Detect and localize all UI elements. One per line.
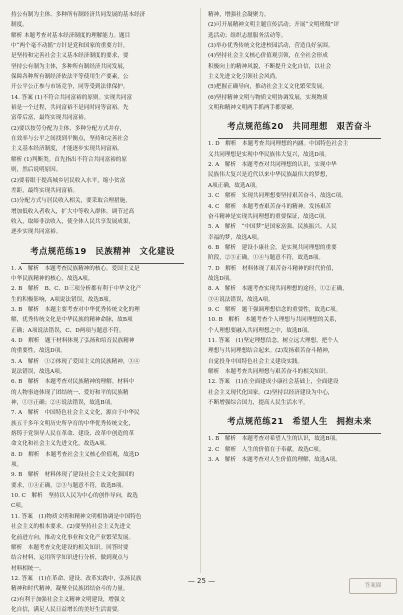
text-line: 命文化和社会主义先进文化，故选A项。 [11,441,111,448]
text-line: (2)有利于加强社会主义精神文明建设，增强文 [11,596,126,603]
text-line: 材料相统一。 [11,565,45,572]
right-column [208,10,391,465]
text-line: 3. C 解析 实现共同理想要坚持艰苦奋斗，故选C项。 [208,193,347,200]
text-line: 不断增强综合国力，提高人民生活水平。 [208,400,309,407]
text-line: (5)把握正确导向，推动社会主义文化繁荣发展。 [208,84,328,91]
text-line: 5. A 解析 “中国梦”是国家富强、民族振兴、人民 [208,224,337,231]
text-line: 5. A 解析 ①②体现了爱国主义的民族精神，③④ [11,358,140,365]
text-line: 3. B 解析 本题主要考查对中华优秀传统文化的理 [11,306,140,313]
text-line: 开公平公正参与市场竞争，同等受到法律保护。 [11,84,129,91]
text-line: 正确；A项说法错误，C、D两项与题意不符。 [11,327,125,334]
text-line: 精神和时代精神，凝聚全民族团结奋斗的力量。 [11,586,129,593]
text-line: 中华民族精神的核心，故选A项。 [11,275,94,282]
text-line: 社会主义现代化国家。(2)坚持以经济建设为中心， [208,389,334,396]
text-line: 故选D项。 [208,275,235,282]
text-line: (3)分配方式与居民收入相关，要采取合理措施， [11,198,131,205]
text-line: 解析 (1)判断类。首先指出不符合共同富裕的原 [11,156,127,163]
text-line: 2. B 解析 B、C、D三项分析都有利于中华文化产 [11,286,142,293]
text-line: (2)可开展精神文明主题宣传活动；开展“文明班级”评 [208,22,340,29]
text-line: 保障各种所有制经济依法平等使用生产要素，公 [11,74,129,81]
text-line: 制度。 [11,22,28,29]
text-line: 2. C 解析 人生的价值在于奉献，故选C项。 [208,446,325,453]
text-line: (3)举办优秀传统文化进校园活动，营造良好氛围。 [208,43,334,50]
text-line: 解析 本题考查文化建设的相关知识。回答时要 [11,544,129,551]
text-line: 化前进方向，推动文化事业和文化产业繁荣发展。 [11,534,135,541]
left-block-2 [11,264,194,615]
text-line: 在效率与公平之间找到平衡点，坚持和完善社会 [11,136,129,143]
text-line: 11. 答案 (1)坚定理想信念，树立远大理想，把个人 [208,337,339,344]
section-heading: 考点规范练19 民族精神 文化建设 [30,245,175,256]
text-line: 9. C 解析 题干强调理想信念的重要性，故选C项。 [208,306,342,313]
page-number: — 25 — [187,577,216,585]
text-line: 解，优秀传统文化是中华民族的精神命脉，故B项 [11,317,133,324]
text-line: 中“两个毫不动摇”方针是党和国家的重要方针， [11,43,129,50]
text-line: 12. 答案 (1)在革命、建设、改革实践中，弘扬民族 [11,575,142,582]
text-line: 主义基本经济制度，才能逐步实现共同富裕。 [11,146,123,153]
column-divider [200,8,201,573]
text-line: 1. A 解析 本题考查民族精神的核心。爱国主义是 [11,265,140,272]
text-line: 10. B 解析 本题考查个人理想与共同理想的关系， [208,317,341,324]
text-line: 则，然后说明原因。 [11,167,62,174]
text-line: 化自信，满足人民日益增长的美好生活需要。 [11,606,123,613]
text-line: 文明和精神文明两手抓两手都要硬。 [208,105,298,112]
text-line: 要求，①④正确，②③与题意不符，故选B项。 [11,482,127,489]
text-line: 9. B 解析 材料体现了建设社会主义文化强国的 [11,472,135,479]
text-line: 3. A 解析 本题考查对人生价值的理解，故选A项。 [208,457,341,464]
section-heading: 考点规范练21 希望人生 拥抱未来 [227,416,372,427]
text-line: 8. A 解析 本题考查实现共同理想的途径，①②正确， [208,286,348,293]
text-line: 个人理想要融入共同理想之中，故选B项。 [208,327,313,334]
text-line: (2)要着眼于提高城乡居民收入水平，缩小贫富 [11,177,126,184]
text-line: 逐步实现共同富裕。 [11,229,62,236]
text-line: 持公有制为主体、多种所有制经济共同发展的基本经济 [11,12,146,18]
text-line: 裕是一个过程，共同富裕不是同时同等富裕。先 [11,105,129,112]
text-line: 6. B 解析 本题考查对民族精神的理解。材料中 [11,379,135,386]
text-line: 7. D 解析 材料体现了艰苦奋斗精神的时代价值， [208,265,338,272]
text-line: (4)坚持社会主义核心价值观引领，在全社会形成 [208,53,328,60]
text-line: A项正确，故选A项。 [208,182,261,189]
text-line: 1. B 解析 本题考查对希望人生的认识，故选B项。 [208,436,341,443]
text-line: (6)坚持精神文明与物质文明协调发展，实现物质 [208,94,328,101]
right-block-3 [208,434,391,465]
text-line: 理想与共同理想结合起来。(2)发扬艰苦奋斗精神， [208,348,334,355]
text-line: C项。 [11,503,27,510]
text-line: (2)要以按劳分配为主体、多种分配方式并存， [11,125,126,132]
text-line: 差距，最终实现共同富裕。 [11,187,79,194]
text-line: 族五千多年文明历史所孕育的中华优秀传统文化， [11,420,135,427]
text-line: 收入，取缔非法收入，使全体人民共享发展成果， [11,218,135,225]
text-line: 自觉投身中国特色社会主义建设实践。 [208,358,304,365]
text-line: 结合材料，运用所学知识进行分析，做到观点与 [11,555,129,562]
left-block-1 [11,10,194,238]
left-column [11,10,194,615]
text-line: 精神，增强社会凝聚力。 [208,12,270,18]
text-line: 4. C 解析 本题考查艰苦奋斗的精神。发扬艰苦 [208,203,332,210]
text-line: 的重要性，故选D项。 [11,348,66,355]
text-line: 的人物事迹体现了团结统一、爱好和平的民族精 [11,389,129,396]
text-line: 1. D 解析 本题考查共同理想的内涵。中国特色社会主 [208,141,349,148]
text-line: 主义先进文化引领社会风尚。 [208,74,281,81]
right-block-1 [208,10,391,113]
text-line: 11. 答案 (1)物质文明和精神文明相协调是中国特色 [11,513,142,520]
text-line: 熔铸于党领导人民在革命、建设、改革中创造的革 [11,431,135,438]
text-line: 10. C 解析 坚持以人民为中心的创作导向，故选 [11,493,138,500]
text-line: 神，①③正确；②④说法错误，故选B项。 [11,400,116,407]
text-line: 坚持公有制为主体，多种所有制经济共同发展， [11,63,129,70]
text-line: 幸福的梦，故选A项。 [208,234,263,241]
text-line: 4. D 解析 题干材料体现了弘扬和培育民族精神 [11,337,135,344]
section-heading: 考点规范练20 共同理想 艰苦奋斗 [227,121,372,132]
text-line: 增加低收入者收入，扩大中等收入群体，调节过高 [11,208,135,215]
text-line: 说法错误，故选A项。 [11,369,66,375]
right-block-2 [208,139,391,408]
text-line: 生的积极影响，A项说法错误，故选B项。 [11,296,115,303]
text-line: 民族伟大复兴是近代以来中华民族最伟大的梦想， [208,172,332,179]
text-line: 是坚持和完善社会主义基本经济制度的要求，要 [11,53,129,60]
text-line: 6. B 解析 建设小康社会，是实现共同理想的重要 [208,244,337,251]
text-line: 2. A 解析 本题考查对共同理想的认识，实现中华 [208,162,337,169]
text-line: 积极向上的精神风貌，不断提升文化自信，以社会 [208,63,332,70]
text-line: 14. 答案 (1)不符合共同富裕的原则。实现共同富 [11,94,133,101]
text-line: 社会主义的根本要求。(2)要坚持社会主义先进文 [11,524,131,531]
watermark-logo: 答案圈 [349,578,397,594]
text-line: 义共同理想是实现中华民族伟大复兴，故选D项。 [208,151,330,158]
text-line: 富带后富，最终实现共同富裕。 [11,115,90,122]
text-line: 项。 [11,462,23,469]
text-line: 阶段，②③正确，①④与题意不符，故选B项。 [208,255,324,262]
text-line: 8. D 解析 本题考查社会主义核心价值观，故选D [11,451,139,458]
text-line: 解析 本题考查共同理想与艰苦奋斗的相关知识。 [208,369,332,375]
text-line: 7. A 解析 中国特色社会主义文化，源自于中华民 [11,410,140,417]
text-line: 12. 答案 (1)在全面建成小康社会基础上，全面建设 [208,379,339,386]
text-line: 选活动；组织志愿服务活动等。 [208,32,287,39]
text-line: 奋斗精神是实现共同理想的重要保证，故选C项。 [208,213,330,220]
text-line: ③④说法错误，故选A项。 [208,296,274,303]
text-line: 解析 本题考查对基本经济制度的理解能力。题目 [11,32,131,39]
